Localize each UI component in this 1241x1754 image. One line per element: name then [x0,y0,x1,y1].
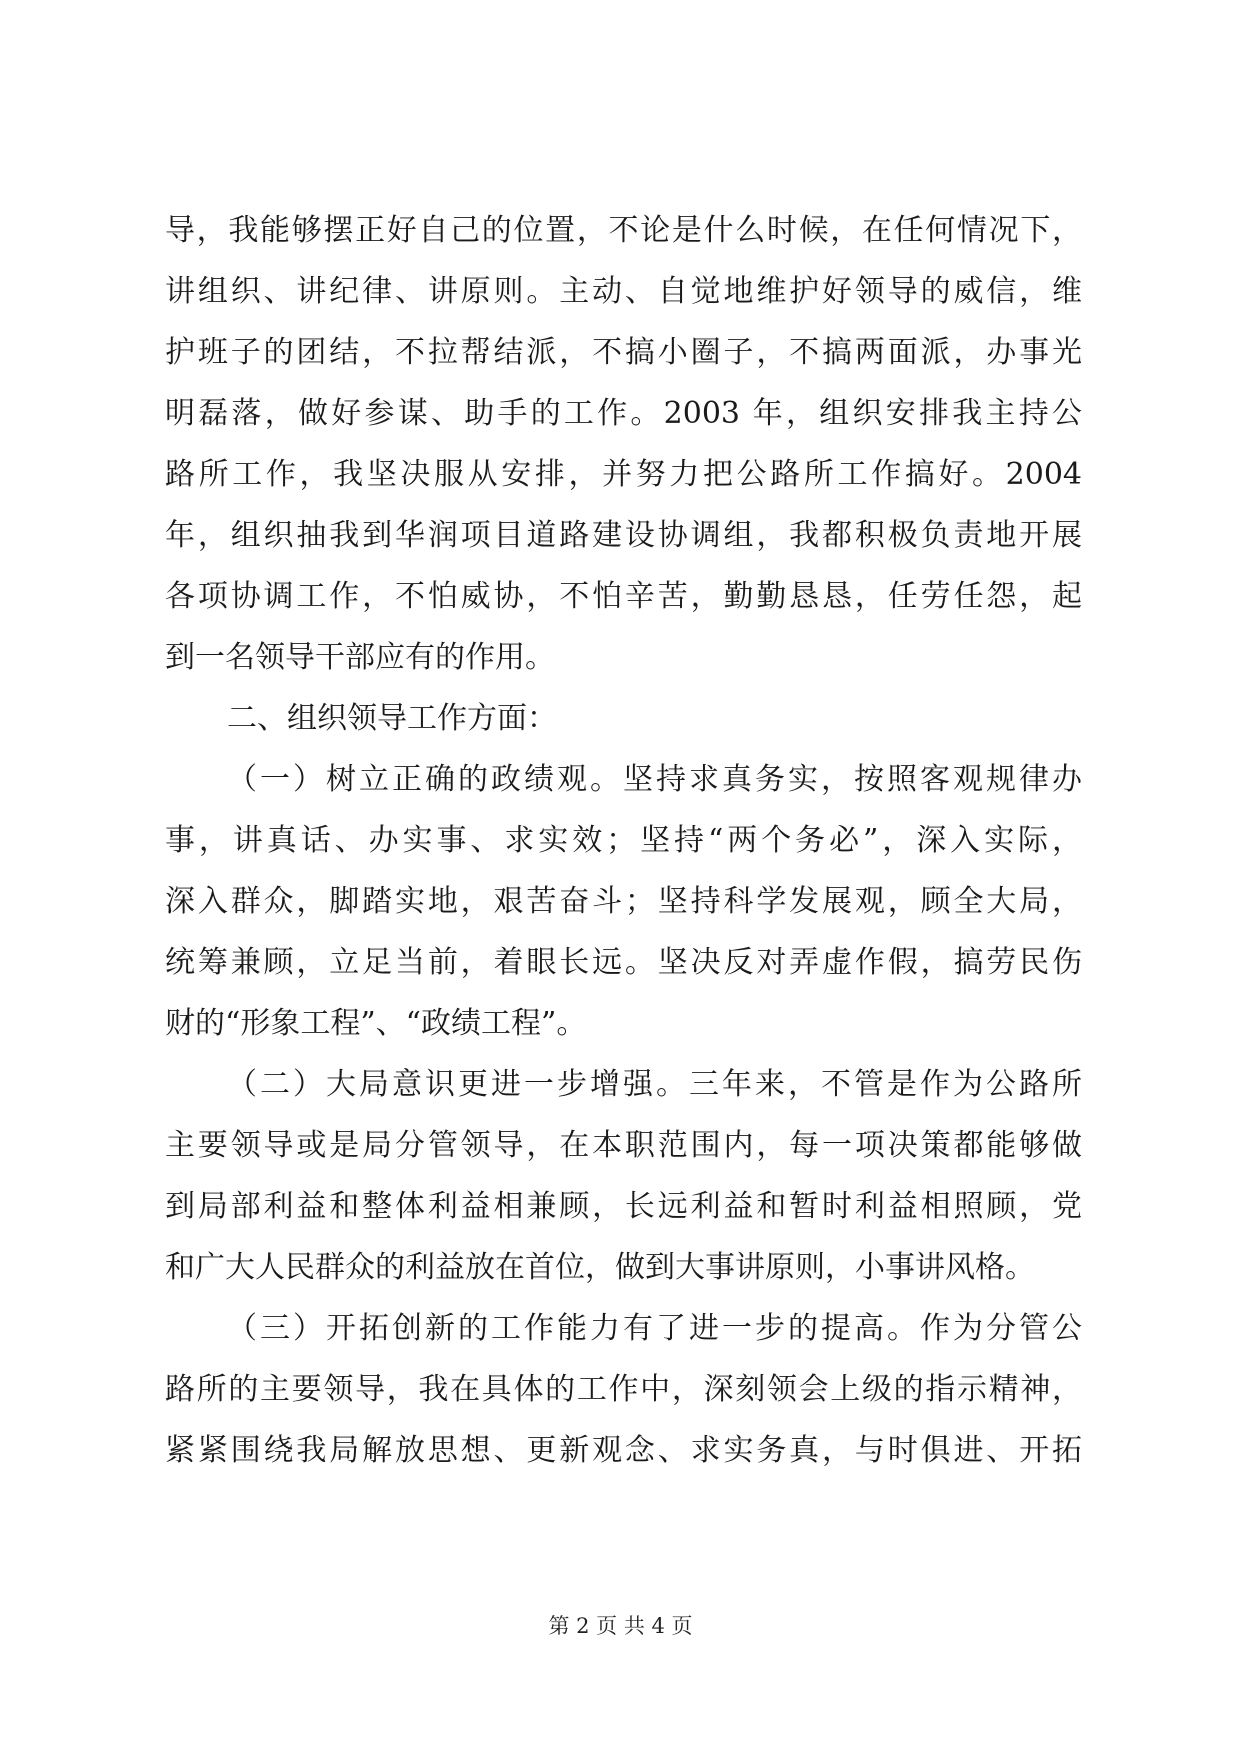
text-line: 事，讲真话、办实事、求实效；坚持“两个务必”，深入实际， [165,823,1082,858]
text-line: 路所的主要领导，我在具体的工作中，深刻领会上级的指示精神， [165,1372,1082,1407]
text-line: 二、组织领导工作方面： [227,701,557,736]
text-line: 导，我能够摆正好自己的位置，不论是什么时候，在任何情况下， [165,213,1082,248]
text-line: （三）开拓创新的工作能力有了进一步的提高。作为分管公 [227,1311,1082,1346]
paragraph [165,1298,1082,1481]
text-line: 统筹兼顾，立足当前，着眼长远。坚决反对弄虚作假，搞劳民伤 [165,945,1082,980]
text-line: 明磊落，做好参谋、助手的工作。2003 年，组织安排我主持公 [165,396,1082,431]
page-number: 第 2 页 共 4 页 [548,1614,693,1638]
text-line: 年，组织抽我到华润项目道路建设协调组，我都积极负责地开展 [165,518,1082,553]
text-line: 财的“形象工程”、“政绩工程”。 [165,1006,587,1041]
paragraph [165,749,1082,1054]
paragraph [165,200,1082,688]
section-heading [165,688,1082,749]
text-line: （二）大局意识更进一步增强。三年来，不管是作为公路所 [227,1067,1082,1102]
text-line: 紧紧围绕我局解放思想、更新观念、求实务真，与时俱进、开拓 [165,1433,1082,1468]
document-body [165,200,1082,1481]
text-line: 深入群众，脚踏实地，艰苦奋斗；坚持科学发展观，顾全大局， [165,884,1082,919]
text-line: 主要领导或是局分管领导，在本职范围内，每一项决策都能够做 [165,1128,1082,1163]
text-line: 到局部利益和整体利益相兼顾，长远利益和暂时利益相照顾，党 [165,1189,1082,1224]
text-line: 护班子的团结，不拉帮结派，不搞小圈子，不搞两面派，办事光 [165,335,1082,370]
text-line: 到一名领导干部应有的作用。 [165,640,555,675]
text-line: 和广大人民群众的利益放在首位，做到大事讲原则，小事讲风格。 [165,1250,1035,1285]
text-line: 各项协调工作，不怕威协，不怕辛苦，勤勤恳恳，任劳任怨，起 [165,579,1082,614]
text-line: 讲组织、讲纪律、讲原则。主动、自觉地维护好领导的威信，维 [165,274,1082,309]
paragraph [165,1054,1082,1298]
text-line: 路所工作，我坚决服从安排，并努力把公路所工作搞好。2004 [165,457,1082,492]
text-line: （一）树立正确的政绩观。坚持求真务实，按照客观规律办 [227,762,1082,797]
